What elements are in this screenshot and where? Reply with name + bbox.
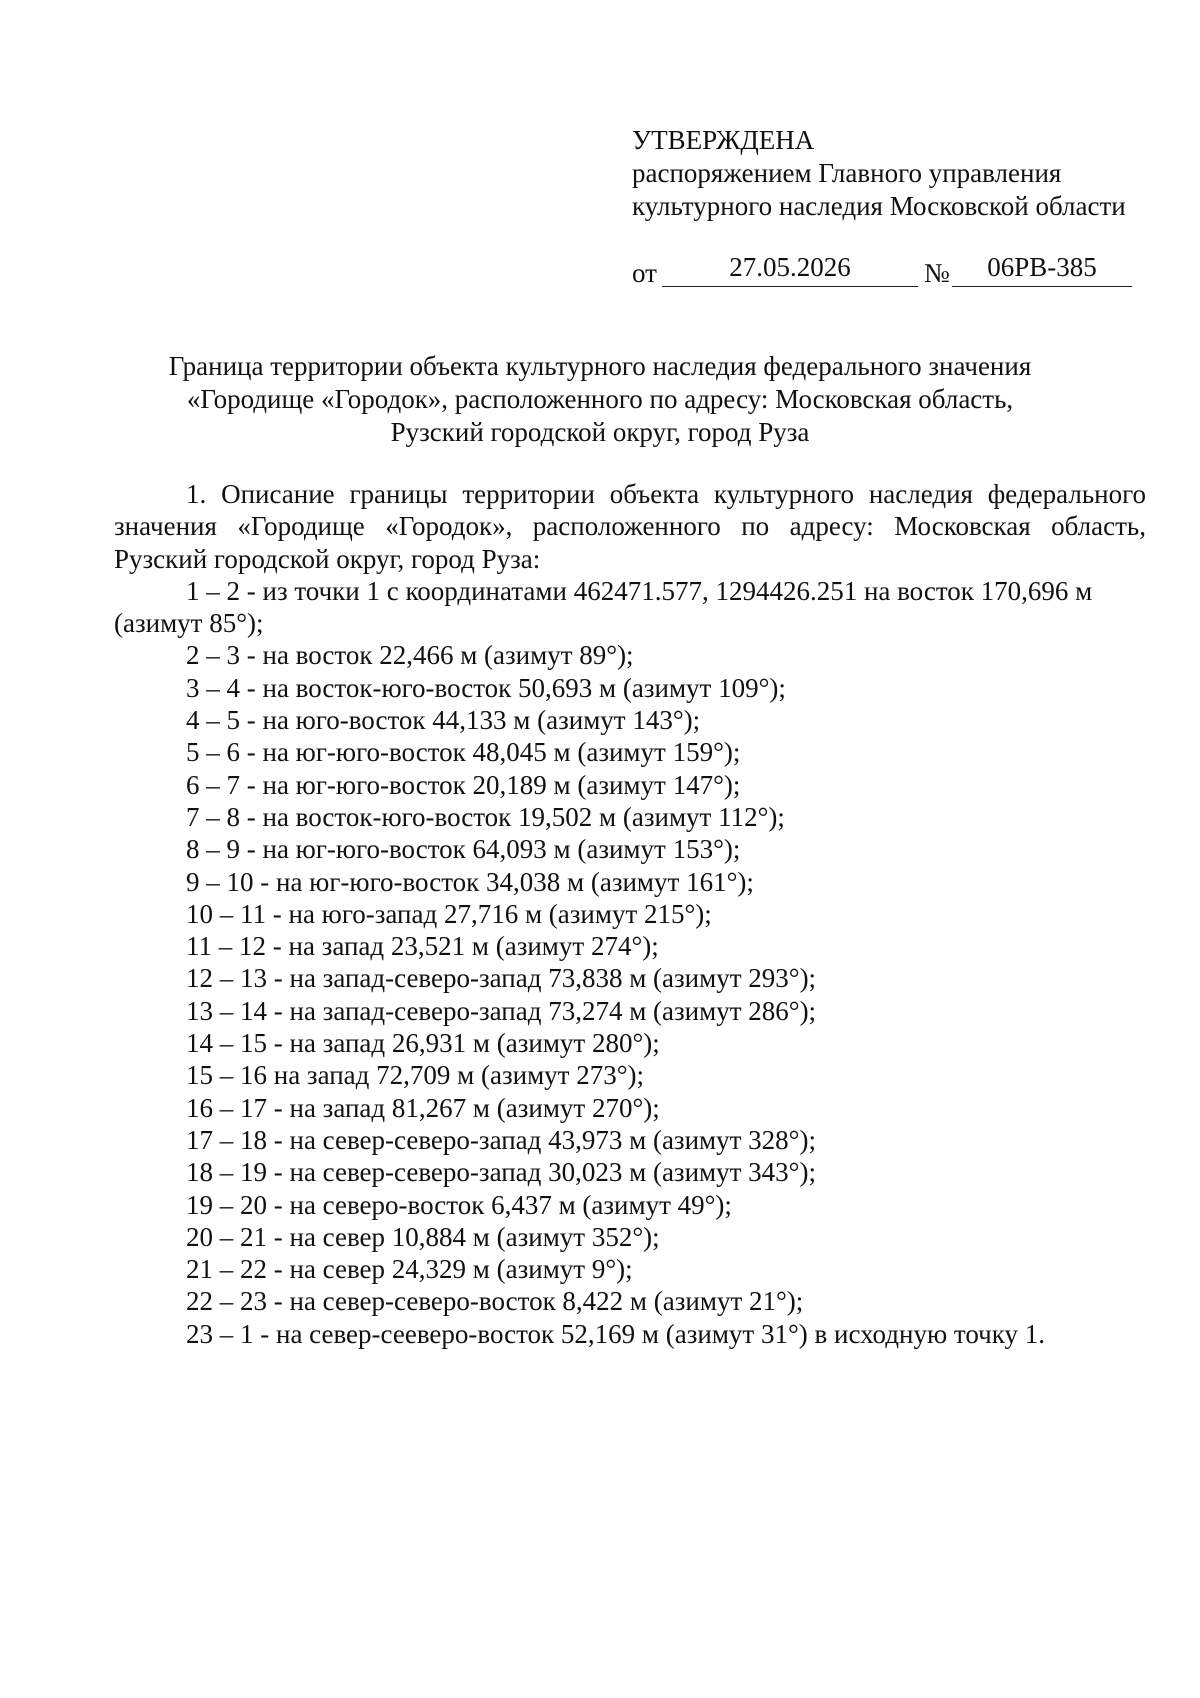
boundary-segment: 5 – 6 - на юг-юго-восток 48,045 м (азимут 159°);	[186, 737, 741, 768]
boundary-segment: 12 – 13 - на запад-северо-запад 73,838 м (азимут 293°);	[186, 963, 817, 994]
approval-line-2: культурного наследия Московской области	[632, 191, 1126, 221]
title-line-1: Граница территории объекта культурного наследия федерального значения	[168, 351, 1032, 381]
boundary-segment: 3 – 4 - на восток-юго-восток 50,693 м (азимут 109°);	[186, 672, 786, 703]
boundary-segment: 15 – 16 на запад 72,709 м (азимут 273°);	[186, 1060, 644, 1091]
approval-block	[632, 124, 1172, 223]
document-body	[114, 478, 1146, 1350]
boundary-segment: 9 – 10 - на юг-юго-восток 34,038 м (азимут 161°);	[186, 866, 754, 897]
title-line-2: «Городище «Городок», расположенного по адресу: Московская область,	[186, 384, 1014, 414]
boundary-segment: 7 – 8 - на восток-юго-восток 19,502 м (азимут 112°);	[186, 801, 785, 832]
approval-line-1: распоряжением Главного управления	[632, 158, 1062, 188]
boundary-segment: 21 – 22 - на север 24,329 м (азимут 9°);	[186, 1254, 633, 1285]
intro-paragraph: 1. Описание границы территории объекта культурного наследия федерального значения «Городище «Городок», расположенного по адресу: Московская область, Рузский городской округ, город Руза:	[114, 479, 1146, 574]
boundary-segment: 22 – 23 - на север-северо-восток 8,422 м (азимут 21°);	[186, 1286, 804, 1317]
boundary-segment: 13 – 14 - на запад-северо-запад 73,274 м (азимут 286°);	[186, 995, 817, 1026]
boundary-segment: 18 – 19 - на север-северо-запад 30,023 м (азимут 343°);	[186, 1157, 816, 1188]
boundary-segment: 16 – 17 - на запад 81,267 м (азимут 270°);	[186, 1092, 660, 1123]
boundary-segment: 11 – 12 - на запад 23,521 м (азимут 274°);	[186, 931, 659, 962]
order-details	[632, 252, 1152, 292]
boundary-segment: 1 – 2 - из точки 1 с координатами 462471.577, 1294426.251 на восток 170,696 м (азимут 85°);	[114, 575, 1093, 639]
boundary-segment: 14 – 15 - на запад 26,931 м (азимут 280°);	[186, 1028, 660, 1059]
boundary-segment: 17 – 18 - на север-северо-запад 43,973 м (азимут 328°);	[186, 1124, 816, 1155]
boundary-segment: 8 – 9 - на юг-юго-восток 64,093 м (азимут 153°);	[186, 834, 741, 865]
date-label: от	[632, 258, 657, 288]
order-date: 27.05.2026	[662, 252, 918, 287]
approval-heading: УТВЕРЖДЕНА	[632, 125, 815, 155]
title-line-3: Рузский городской округ, город Руза	[390, 417, 810, 447]
number-label: №	[924, 258, 950, 288]
boundary-segment: 2 – 3 - на восток 22,466 м (азимут 89°);	[186, 640, 634, 671]
boundary-segment: 20 – 21 - на север 10,884 м (азимут 352°);	[186, 1221, 660, 1252]
boundary-segment: 23 – 1 - на север-сеeверо-восток 52,169 м (азимут 31°) в исходную точку 1.	[186, 1318, 1045, 1349]
document-title	[100, 350, 1100, 449]
boundary-segment: 6 – 7 - на юг-юго-восток 20,189 м (азимут 147°);	[186, 769, 741, 800]
order-number: 06РВ-385	[952, 252, 1132, 287]
boundary-segment: 19 – 20 - на северо-восток 6,437 м (азимут 49°);	[186, 1189, 732, 1220]
boundary-segment: 4 – 5 - на юго-восток 44,133 м (азимут 143°);	[186, 705, 701, 736]
boundary-segment: 10 – 11 - на юго-запад 27,716 м (азимут 215°);	[186, 898, 712, 929]
